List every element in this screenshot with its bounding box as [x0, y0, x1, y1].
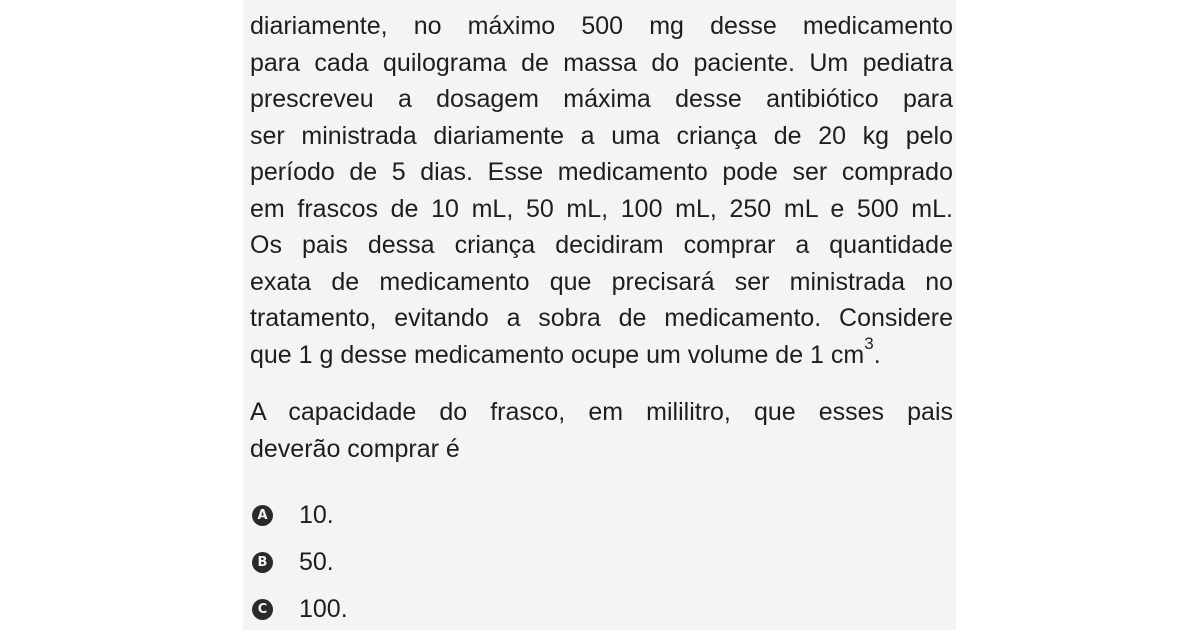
prompt-line: A capacidade do frasco, em mililitro, que esses pais [250, 398, 953, 426]
option-text: 100. [299, 595, 348, 623]
paragraph-line: para cada quilograma de massa do paciente. Um pediatra [250, 48, 953, 77]
paragraph-line: exata de medicamento que precisará ser ministrada no [250, 267, 953, 296]
paragraph-last-line [250, 333, 953, 374]
paragraph-line: período de 5 dias. Esse medicamento pode ser comprado [250, 158, 953, 186]
paragraph-line: prescreveu a dosagem máxima desse antibiótico para [250, 85, 953, 113]
option-a[interactable] [250, 492, 348, 539]
paragraph-line: ser ministrada diariamente a uma criança de 20 kg pelo [250, 121, 953, 150]
paragraph-line: tratamento, evitando a sobra de medicamento. Considere [250, 304, 953, 332]
question-prompt [250, 394, 953, 467]
option-letter-badge: C [252, 599, 273, 620]
paragraph-line: em frascos de 10 mL, 50 mL, 100 mL, 250 mL e 500 mL. [250, 194, 953, 223]
option-letter-badge: A [252, 505, 273, 526]
option-letter-badge: B [252, 552, 273, 573]
question-paragraph [250, 8, 953, 373]
option-c[interactable] [250, 586, 348, 630]
last-line-period: . [873, 340, 881, 369]
option-text: 50. [299, 548, 334, 576]
last-line-text: que 1 g desse medicamento ocupe um volume de 1 cm [250, 340, 865, 369]
option-text: 10. [299, 501, 334, 529]
superscript-exponent: 3 [864, 333, 874, 353]
prompt-line: deverão comprar é [250, 434, 460, 463]
answer-options [250, 492, 348, 630]
option-b[interactable] [250, 539, 348, 586]
scanned-page [243, 0, 956, 630]
paragraph-line: diariamente, no máximo 500 mg desse medicamento [250, 12, 953, 40]
paragraph-line: Os pais dessa criança decidiram comprar a quantidade [250, 231, 953, 259]
